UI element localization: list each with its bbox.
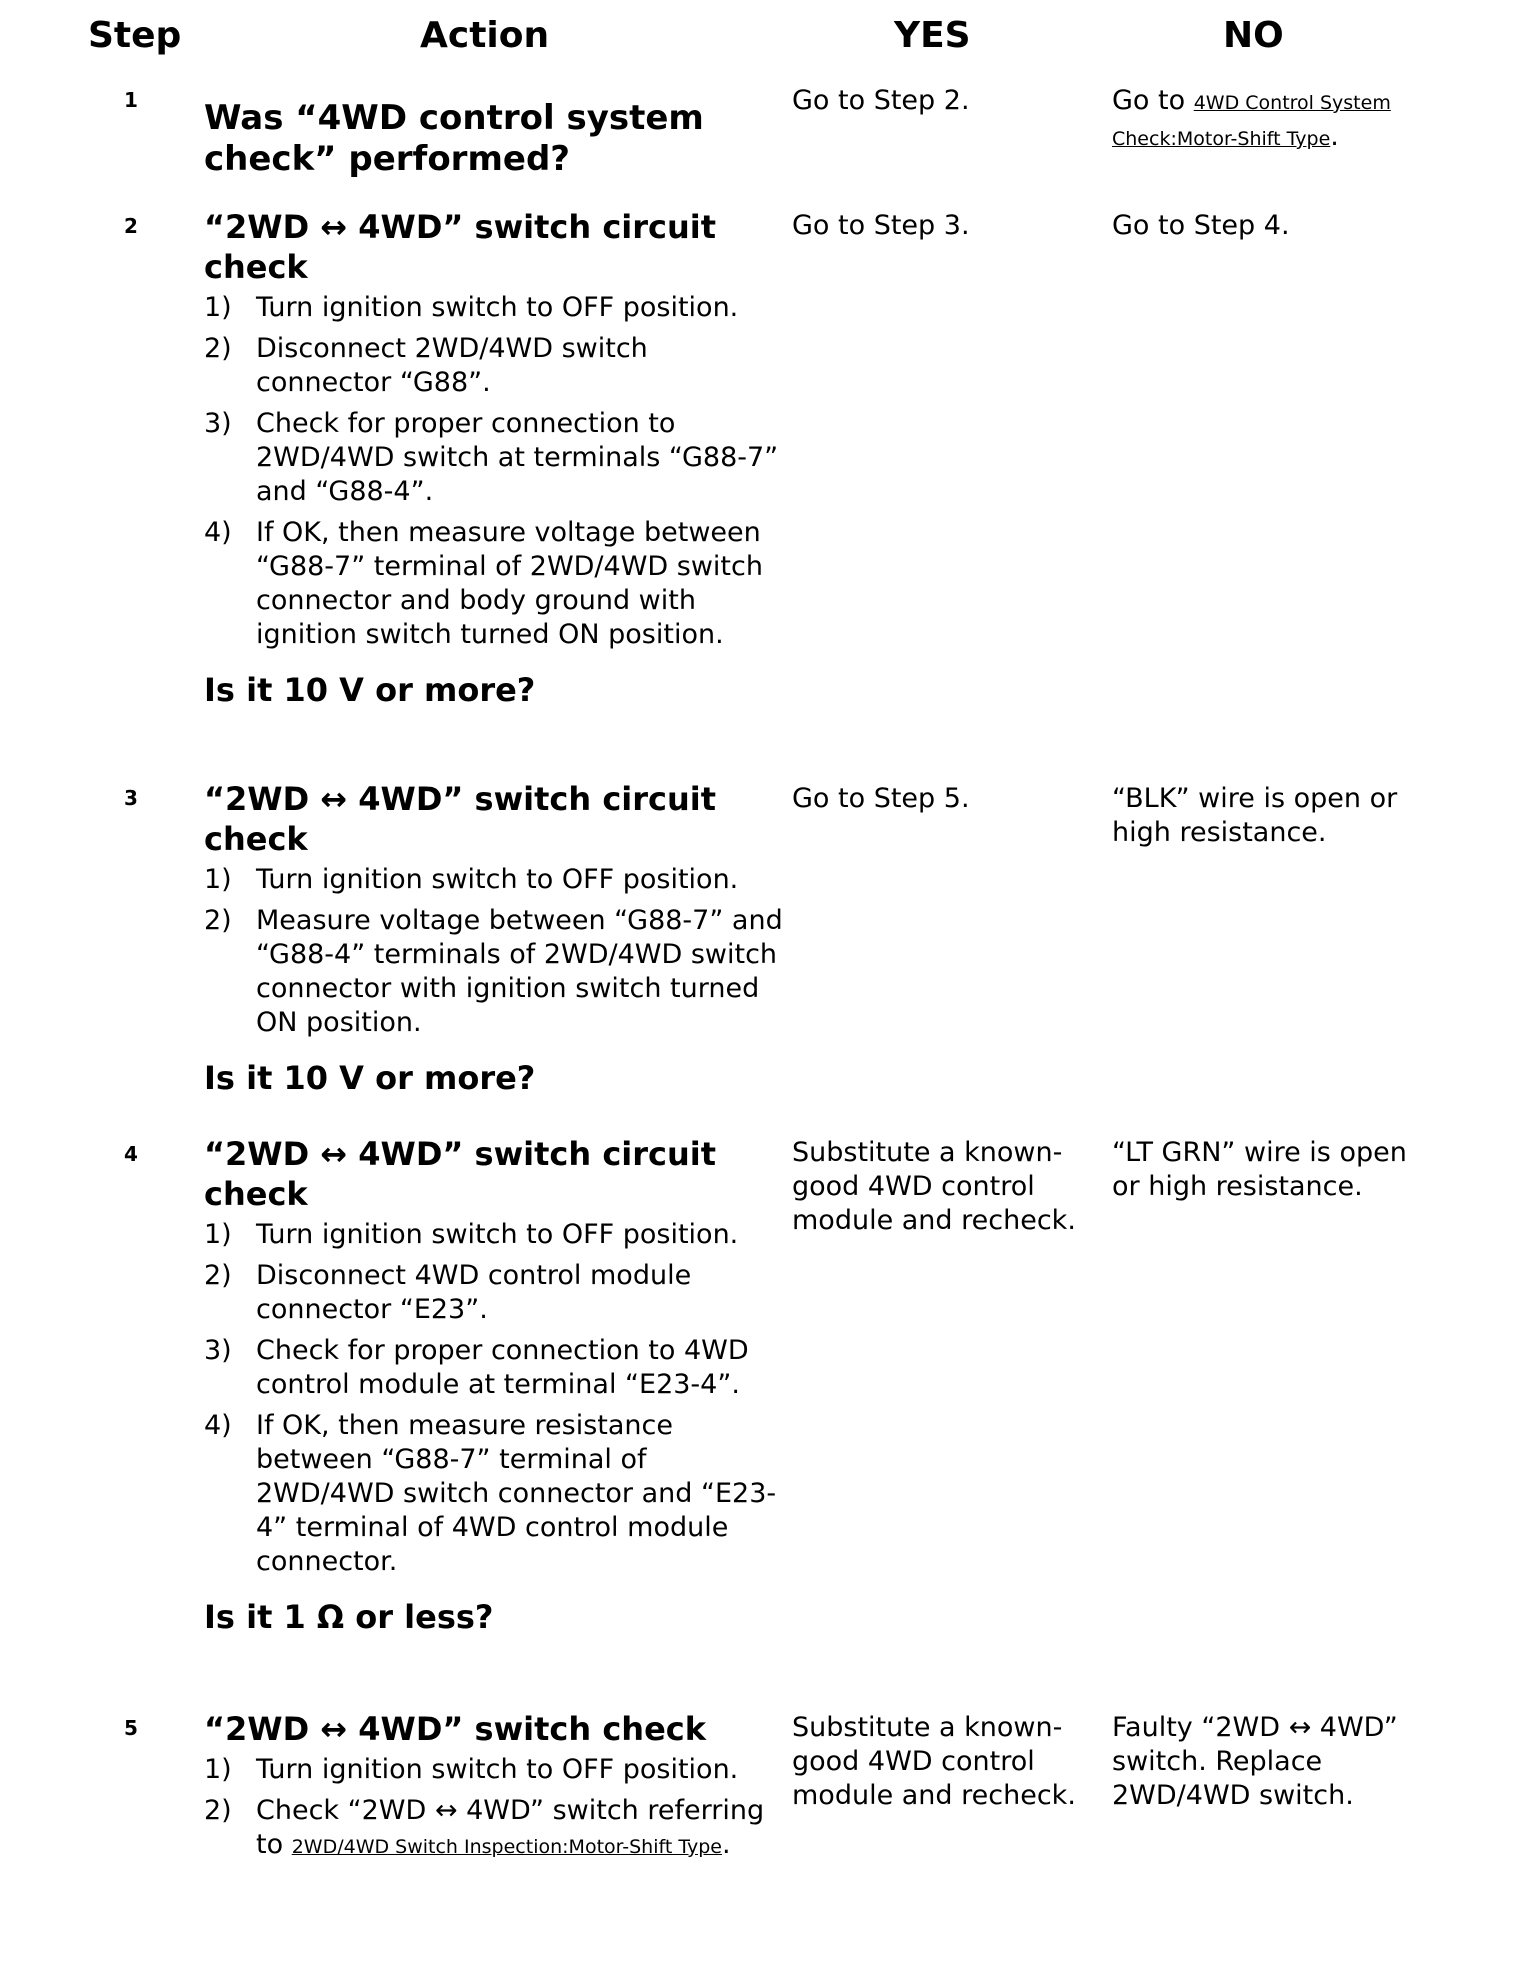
step-yes-result: Substitute a known-good 4WD control module and recheck. <box>792 1137 1076 1236</box>
step-title: “2WD ↔ 4WD” switch circuit check <box>204 780 717 858</box>
substep-item <box>204 1218 784 1252</box>
substep-text: Check for proper connection to 4WD control module at terminal “E23-4”. <box>256 1335 749 1400</box>
substep-item <box>204 1753 784 1787</box>
substep-text: Disconnect 4WD control module connector “E23”. <box>256 1260 692 1325</box>
step-question: Is it 10 V or more? <box>204 671 536 709</box>
step-action <box>204 1134 784 1637</box>
substep-text: Turn ignition switch to OFF position. <box>256 1754 739 1785</box>
step-no-result: “BLK” wire is open or high resistance. <box>1112 783 1398 848</box>
step-no-result <box>1112 84 1412 156</box>
step-substeps <box>204 291 784 652</box>
4wd-control-system-check-link[interactable]: 4WD Control System Check:Motor-Shift Type <box>1112 92 1391 150</box>
step-title: “2WD ↔ 4WD” switch check <box>204 1710 707 1748</box>
substep-number: 1) <box>204 864 232 895</box>
substep-item <box>204 407 784 509</box>
step-no-result: Go to Step 4. <box>1112 210 1290 241</box>
step-number: 4 <box>124 1142 138 1166</box>
substep-number: 2) <box>204 1795 232 1826</box>
substep-item <box>204 863 784 897</box>
substep-number: 3) <box>204 1335 232 1366</box>
no-text-prefix: Go to <box>1112 85 1194 116</box>
substep-item <box>204 291 784 325</box>
step-title: “2WD ↔ 4WD” switch circuit check <box>204 1135 717 1213</box>
step-substeps <box>204 863 784 1040</box>
substep-number: 2) <box>204 333 232 364</box>
substep-number: 4) <box>204 1410 232 1441</box>
substep-number: 1) <box>204 1754 232 1785</box>
no-column-header: NO <box>1223 15 1284 56</box>
step-action <box>204 779 784 1098</box>
substep-item <box>204 1334 784 1402</box>
step-no-result: Faulty “2WD ↔ 4WD” switch. Replace 2WD/4WD switch. <box>1112 1712 1398 1811</box>
substep-text: Turn ignition switch to OFF position. <box>256 864 739 895</box>
2wd-4wd-switch-inspection-link[interactable]: 2WD/4WD Switch Inspection:Motor-Shift Type <box>291 1836 722 1858</box>
substep-text: Disconnect 2WD/4WD switch connector “G88”. <box>256 333 648 398</box>
step-number: 1 <box>124 88 138 112</box>
step-substeps <box>204 1753 784 1864</box>
substep-text: Turn ignition switch to OFF position. <box>256 292 739 323</box>
substep-text: Turn ignition switch to OFF position. <box>256 1219 739 1250</box>
substep-text: If OK, then measure resistance between “G88-7” terminal of 2WD/4WD switch connector and “E23-4” terminal of 4WD control module connector. <box>256 1410 777 1577</box>
substep-text: Measure voltage between “G88-7” and “G88-4” terminals of 2WD/4WD switch connector with ignition switch turned ON position. <box>256 905 783 1038</box>
step-action <box>204 98 784 180</box>
step-number: 3 <box>124 786 138 810</box>
substep-text: Check for proper connection to 2WD/4WD switch at terminals “G88-7” and “G88-4”. <box>256 408 779 507</box>
substep-item <box>204 516 784 652</box>
step-column-header: Step <box>88 15 182 56</box>
step-yes-result: Substitute a known-good 4WD control module and recheck. <box>792 1712 1076 1811</box>
step-yes-result: Go to Step 5. <box>792 783 970 814</box>
step-question: Is it 10 V or more? <box>204 1059 536 1097</box>
step-question: Is it 1 Ω or less? <box>204 1598 494 1636</box>
substep-number: 1) <box>204 292 232 323</box>
yes-column-header: YES <box>894 15 971 56</box>
substep-item <box>204 332 784 400</box>
substep-number: 4) <box>204 517 232 548</box>
step-action <box>204 207 784 710</box>
substep-number: 2) <box>204 1260 232 1291</box>
step-title: Was “4WD control system check” performed? <box>204 98 704 179</box>
step-number: 5 <box>124 1716 138 1740</box>
step-title: “2WD ↔ 4WD” switch circuit check <box>204 208 717 286</box>
step-number: 2 <box>124 214 138 238</box>
step-substeps <box>204 1218 784 1579</box>
substep-number: 1) <box>204 1219 232 1250</box>
substep-item <box>204 1409 784 1579</box>
substep-item <box>204 1794 784 1864</box>
no-text-suffix: . <box>1330 121 1339 152</box>
step-action <box>204 1709 784 1871</box>
step-yes-result: Go to Step 2. <box>792 85 970 116</box>
substep-item <box>204 1259 784 1327</box>
substep-number: 2) <box>204 905 232 936</box>
substep-text: If OK, then measure voltage between “G88-7” terminal of 2WD/4WD switch connector and body ground with ignition switch turned ON position. <box>256 517 763 650</box>
substep-text: Check “2WD ↔ 4WD” switch referring to <box>256 1795 765 1860</box>
step-yes-result: Go to Step 3. <box>792 210 970 241</box>
substep-item <box>204 904 784 1040</box>
action-column-header: Action <box>420 15 550 56</box>
substep-text-suffix: . <box>721 1829 731 1860</box>
substep-number: 3) <box>204 408 232 439</box>
step-no-result: “LT GRN” wire is open or high resistance. <box>1112 1137 1407 1202</box>
